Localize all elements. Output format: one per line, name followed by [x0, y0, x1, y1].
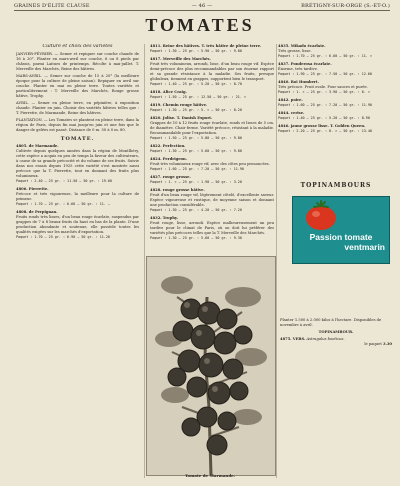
middle-column [150, 44, 274, 264]
header-rule [14, 10, 390, 11]
culture-paragraph: JANVIER-FÉVRIER. — Semer et repiquer sur couche chaude de 16 à 20°. Planter en mars-avril sur couche, 6 ou 8 pieds par châssis, parmi Laitues de printemps. Récolte à mai-juillet. T. Merveille des Marchés, Reine des hâtives. [16, 52, 139, 71]
variety-number: 4824. [150, 157, 162, 161]
variety-number: 4875. [280, 337, 292, 341]
variety-description: Astragalus boeticus. [306, 337, 345, 341]
variety-entry [150, 188, 274, 213]
variety-entry [16, 210, 139, 240]
variety-description: Fruit d'un beau rouge vif, légèrement côtelé, d'excellente saveur. Espèce vigoureuse et rustique, de moyenne saison et donnant une production considérable. [150, 193, 274, 207]
bottom-entry [280, 318, 392, 347]
variety-price: Paquet : 1.90 — 25 gr. : 7.50 — 50 gr. : 12.60 [278, 72, 372, 76]
variety-number: 4840. [278, 80, 290, 84]
variety-name: Pierrette. [28, 187, 49, 191]
variety-price: Paquet : 1.30 — 25 gr. : 5.60 — 50 gr. : 9.80 [150, 149, 242, 153]
tomato-plant-illustration [147, 257, 275, 475]
variety-price: Paquet : 1.40 — 25 gr. : 5.20 — 50 gr. : 8.70 [150, 82, 242, 86]
variety-name: rouge grosse. [162, 175, 191, 179]
photo-caption: Tomate de Marmande. [184, 473, 236, 478]
variety-number: 4811. [150, 44, 162, 48]
variety-name: cerise. [290, 111, 305, 115]
variety-price: Paquet : 1.50 — 25 gr. : 12.50 — 50 gr. : 21. » [150, 95, 246, 99]
variety-entry [278, 62, 394, 77]
variety-price: Paquet : 1.70 — 25 gr. : 6.90 — 50 gr. : 11.20 [16, 235, 110, 239]
variety-entry [278, 124, 394, 134]
variety-number: 4835. [278, 44, 290, 48]
variety-description: Fruit très volumineux, arrondi, lisse, d'un beau rouge vif. Espèce demi-précoce des plus recommandables par son énorme rapport et sa grande résistance à la maladie. Ses fruits, presque globuleux, tiennent en grappes, supportent bien le transport. [150, 62, 274, 81]
variety-entry [150, 175, 274, 185]
variety-number: 4805. [16, 144, 28, 148]
column-divider-2 [276, 44, 277, 478]
variety-price: Paquet : 2.40 — 25 gr. : 11.50 — 50 gr. : 19.60 [16, 179, 112, 183]
variety-entry [150, 216, 274, 241]
header-page-number: — 46 — [191, 3, 213, 9]
variety-number: 4817. [150, 57, 162, 61]
variety-entry [278, 98, 394, 108]
variety-description: Fruit très volumineux rouge vif, avec des côtes peu prononcées. [150, 162, 270, 166]
variety-price: Paquet : 1. » — 25 gr. : 1.90 — 50 gr. : 3.20 [150, 180, 242, 184]
variety-number: 4837. [278, 62, 290, 66]
variety-name: de Perpignan. [28, 210, 58, 214]
page-title: TOMATES [145, 15, 255, 35]
culture-paragraph: AVRIL. — Semer en pleine terre, en pépinière, à exposition chaude. Planter en juin. Choisir des variétés hâtives telles que : T. Pierrette, de Marmande, Reine des hâtives. [16, 101, 139, 115]
variety-name: poire. [290, 98, 303, 102]
variety-number: 4818. [150, 90, 162, 94]
ad-banner[interactable] [292, 196, 390, 264]
culture-paragraph: MARS-AVRIL. — Semer sur couche de 15 à 20° (la meilleure époque pour la culture de pleine saison). Repiquer en avril sur couche. Planter en mai en pleine terre. Toutes variétés et particulièrement : T. Merveille des Marchés, Rouge grosse hâtive, Trophy. [16, 74, 139, 98]
topinambours-heading: TOPINAMBOURS [300, 182, 372, 189]
column-divider-1 [144, 44, 145, 478]
variety-description: Cultivée depuis quelques années dans la région de Montlhéry, cette espèce a acquis en peu de temps la faveur des cultivateurs, à cause de sa grande précocité et du volume de ses fruits. Suivie dans nos essais depuis 1925 cette variété s'est montrée aussi précoce que la T. Pierrette, tout en donnant des fruits plus volumineux. [16, 149, 139, 178]
ad-line-1: Passion tomate [309, 232, 373, 242]
variety-name: jaune grosse lisse. T. Golden Queen. [290, 124, 366, 128]
variety-entry [150, 144, 274, 154]
variety-price: Paquet : 1.30 — 25 gr. : 5.90 — 50 gr. : 9.80 [150, 49, 242, 53]
section-heading: TOMATE. [60, 136, 95, 142]
variety-name: Perfection. [162, 144, 186, 148]
variety-description: Fruit rouge, lisse, arrondi. Espèce malheureusement un peu tardive pour le climat de Paris, où on doit lui préférer des variétés plus précoces telles que la T. Merveille des Marchés. [150, 221, 274, 235]
variety-description: Grappes de 10 à 12 fruits rouge écarlate, ronds et lisses de 5 cm. de diamètre. Chair ferme. Variété précoce, résistant à la maladie. Recommandable pour l'exportation. [150, 121, 274, 135]
price-row [280, 342, 392, 347]
header-left: GRAINES D'ÉLITE CLAUSE [14, 3, 90, 9]
right-column [278, 44, 394, 316]
variety-price: Paquet : 1.30 — 25 gr. : 4.20 — 50 gr. : 7.20 [150, 208, 242, 212]
variety-price: Paquet : 1.70 — 25 gr. : 6.60 — 50 gr. : 11. » [278, 54, 372, 58]
variety-number: 4827. [150, 175, 162, 179]
culture-subtitle: Culture et choix des variétés [42, 44, 113, 49]
variety-description: Très grosse, lisse. [278, 49, 312, 53]
ad-text [293, 232, 389, 252]
variety-price: Paquet : 1.60 — 25 gr. : 7.20 — 50 gr. : 11.90 [150, 167, 244, 171]
variety-entry [16, 187, 139, 207]
variety-description: Très précoce. Fruit ovale. Pour sauces et purée. [278, 85, 368, 89]
variety-name: Merveille des Marchés. [162, 57, 211, 61]
variety-price: Paquet : 1.30 — 25 gr. : 5.60 — 50 gr. : 9.30 [150, 236, 242, 240]
variety-number: 4820. [150, 116, 162, 120]
variety-name: VERS. [292, 337, 306, 341]
variety-number: 4819. [150, 103, 162, 107]
variety-entry [278, 111, 394, 121]
variety-price: Paquet : 1.50 — 25 gr. : 5.80 — 50 gr. : 9.80 [150, 136, 242, 140]
variety-price: Paquet : 2.20 — 25 gr. : 8. » — 50 gr. : 13.40 [278, 129, 372, 133]
variety-entry [150, 116, 274, 141]
variety-entry [16, 144, 139, 184]
topinambours-text: Planter 1.500 à 2.000 kilos à l'hectare. Disponibles de novembre à avril. [280, 318, 382, 327]
variety-name: Roi Humbert. [290, 80, 319, 84]
variety-number: 4842. [278, 98, 290, 102]
culture-paragraph: PLANTATION. — Les Tomates se plantent en pleine terre, dans la région de Paris, depuis fin mai jusqu'en juin et une fois que le danger de gelées est passé. Distance de 0 m. 50 à 0 m. 80. [16, 118, 139, 132]
left-column [16, 44, 139, 484]
variety-name: de Marmande. [28, 144, 59, 148]
variety-entry [150, 44, 274, 54]
variety-name: Ponderosa écarlate. [290, 62, 332, 66]
variety-entry [150, 103, 274, 113]
header-right: BRÉTIGNY-SUR-ORGE (S.-ET-O.) [301, 3, 390, 9]
topinambour-subheading: TOPINAMBOUR. [318, 330, 354, 334]
variety-number: 4828. [150, 188, 162, 192]
variety-name: Chemin rouge hâtive. [162, 103, 208, 107]
variety-description: Précoce et très vigoureuse, la meilleure pour la culture de primeur. [16, 192, 139, 201]
variety-number: 4808. [16, 210, 28, 214]
price-unit: le paquet [364, 342, 382, 346]
variety-number: 4822. [150, 144, 162, 148]
variety-description: Énorme, très tardive. [278, 67, 318, 71]
variety-description: Fruits ronds très lisses, d'un beau rouge écarlate, suspendus par grappes de 7 à 8 beaux fruits du haut en bas de la plante. D'une production abondante et soutenue, elle possède toutes les qualités exigées sur les marchés d'exportation. [16, 215, 139, 234]
variety-price: Paquet : 1.30 — 25 gr. : 5. » — 50 gr. : 8.20 [150, 108, 242, 112]
variety-entry [278, 44, 394, 59]
variety-name: rouge grosse hâtive. [162, 188, 205, 192]
variety-number: 4844. [278, 111, 290, 115]
variety-number: 4806. [16, 187, 28, 191]
topinambours-section [280, 182, 392, 189]
tomato-plant-photo [146, 256, 276, 476]
variety-number: 4832. [150, 216, 162, 220]
variety-price: Paquet : 1.60 — 25 gr. : 7.20 — 50 gr. : 11.90 [278, 103, 372, 107]
ad-line-2: ventmarin [344, 242, 385, 252]
variety-price: Paquet : 1.70 — 25 gr. : 6.60 — 50 gr. : 11. — [16, 202, 110, 206]
variety-name: Jolise. T. Danish Export. [162, 116, 213, 120]
variety-name: Perdrigeon. [162, 157, 187, 161]
variety-name: Alice Craig. [162, 90, 187, 94]
variety-name: Reine des hâtives. T. très hâtive de pleine terre. [162, 44, 262, 48]
variety-number: 4846. [278, 124, 290, 128]
variety-name: Mikado écarlate. [290, 44, 326, 48]
variety-entry [278, 80, 394, 95]
variety-price: Paquet : 1. » — 25 gr. : 3.90 — 50 gr. : 6. » [278, 90, 370, 94]
variety-entry [150, 90, 274, 100]
tomato-icon [303, 199, 339, 231]
variety-price: Paquet : 1.40 — 25 gr. : 5.20 — 50 gr. : 8.90 [278, 116, 370, 120]
variety-entry [150, 157, 274, 172]
variety-entry [150, 57, 274, 87]
variety-name: Trophy. [162, 216, 178, 220]
variety-price: 3.30 [383, 342, 392, 346]
